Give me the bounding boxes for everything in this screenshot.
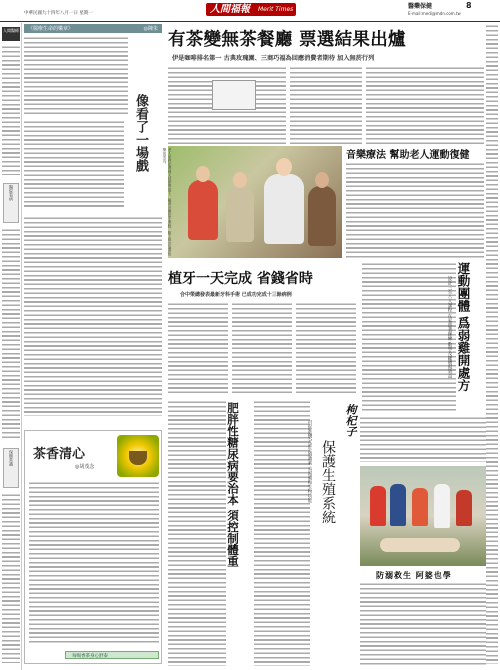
teacup-icon xyxy=(129,451,147,465)
goji-subheadline: 可促進體分泌生殖激素 具滋補和生物功能 xyxy=(307,420,312,503)
column-1-text-b xyxy=(24,120,124,208)
tea-box xyxy=(24,430,162,664)
tea-author: ◎胡茂念 xyxy=(75,464,95,470)
right-column-text xyxy=(486,24,498,664)
photo-elders xyxy=(168,146,342,258)
cpr-person-4 xyxy=(434,484,450,528)
main-story-inset xyxy=(212,80,256,110)
photo-cpr xyxy=(360,466,486,566)
sidebar-block-1 xyxy=(3,183,19,223)
column-1-kicker-bar xyxy=(24,24,162,33)
diabetes-text-2 xyxy=(254,400,310,666)
main-story-text-right xyxy=(366,66,484,144)
column-1 xyxy=(24,24,162,420)
diabetes-headline: 肥胖性糖尿病要治本 須控制體重 xyxy=(226,402,240,568)
tea-title: 茶香清心 xyxy=(33,447,86,462)
photo-elders-caption: 老人家們在護理人員的帶領下，隨著音樂拍手運動，臉上都洋溢著快樂的笑容。 xyxy=(163,148,172,256)
sidebar-block-2 xyxy=(3,448,19,488)
section-title: 醫藥保健 xyxy=(408,3,433,10)
tea-image xyxy=(117,435,159,477)
sidebar-label-text: 人間醫療 xyxy=(3,28,19,33)
dental-text-3 xyxy=(296,302,356,394)
brand-logo xyxy=(206,3,296,16)
sidebar-text xyxy=(2,45,20,175)
head-1 xyxy=(196,166,210,182)
cpr-person-3 xyxy=(412,488,428,526)
page-number: 8 xyxy=(466,1,472,10)
goji-kicker: 枸杞子 xyxy=(344,404,357,437)
main-story-text-mid xyxy=(290,66,362,144)
sidebar-block-1-label: 醫院看病 xyxy=(9,185,14,201)
person-3 xyxy=(264,174,304,244)
right-column-strip xyxy=(486,24,500,670)
left-sidebar xyxy=(0,23,22,670)
column-1-text-a xyxy=(24,36,128,116)
person-4 xyxy=(308,186,336,246)
head-3 xyxy=(276,158,292,176)
tea-caption-bar xyxy=(65,651,159,659)
goji-text xyxy=(360,416,486,462)
diabetes-text-1 xyxy=(168,400,226,666)
dental-text-2 xyxy=(232,302,292,394)
tea-text xyxy=(29,481,159,645)
brand-name: 人間福報 xyxy=(210,4,250,15)
masthead-date: 中華民國九十四年八月一日 星期一 xyxy=(24,11,93,16)
cpr-mannequin xyxy=(380,538,460,552)
cpr-person-1 xyxy=(370,486,386,526)
cpr-person-5 xyxy=(456,490,472,526)
dental-subheadline: 合中榮總發表最新牙科手術 已成功完成十三餘病例 xyxy=(180,292,292,298)
goji-headline: 保護生殖系統 xyxy=(320,440,336,524)
head-4 xyxy=(315,172,329,188)
main-subheadline: 伊是咖啡排名第一 古典玫瑰園、三商巧福為回應消費者期待 加入無菸行列 xyxy=(172,55,375,62)
exercise-subheadline: 設計三至八人課程 在家照著操練 數學及罐體現效益 xyxy=(447,276,452,378)
exercise-text xyxy=(362,262,456,412)
masthead xyxy=(0,0,500,22)
sidebar-text-2 xyxy=(2,228,20,438)
main-headline: 有茶變無茶餐廳 票選結果出爐 xyxy=(168,30,406,50)
dental-text-1 xyxy=(168,302,228,394)
sidebar-text-3 xyxy=(2,493,20,663)
column-1-kicker-author: ◎陳朱 xyxy=(143,26,158,32)
sidebar-label xyxy=(2,27,20,41)
head-2 xyxy=(233,172,247,188)
brand-name-en: Merit Times xyxy=(258,6,294,13)
sidebar-block-2-label: 保健常識 xyxy=(9,450,14,466)
music-text xyxy=(346,162,484,258)
exercise-headline: 運動團體 爲弱雞開處方 xyxy=(456,262,471,392)
tea-caption: 每喝香茶身心舒泰 xyxy=(72,654,108,659)
person-2 xyxy=(226,186,254,242)
column-1-headline: 像看了一場戲 xyxy=(133,94,148,172)
cpr-headline: 防溺救生 阿婆也學 xyxy=(376,570,452,580)
cpr-person-2 xyxy=(390,484,406,526)
masthead-email: E-mail:medi@mdn.com.tw xyxy=(408,11,461,16)
column-1-kicker: 《醫療生命的樂章》 xyxy=(28,26,74,32)
person-1 xyxy=(188,180,218,240)
cpr-text xyxy=(360,582,486,666)
column-1-text-c xyxy=(24,216,162,416)
dental-headline: 植牙一天完成 省錢省時 xyxy=(168,271,313,287)
music-headline: 音樂療法 幫助老人運動復健 xyxy=(346,150,470,161)
